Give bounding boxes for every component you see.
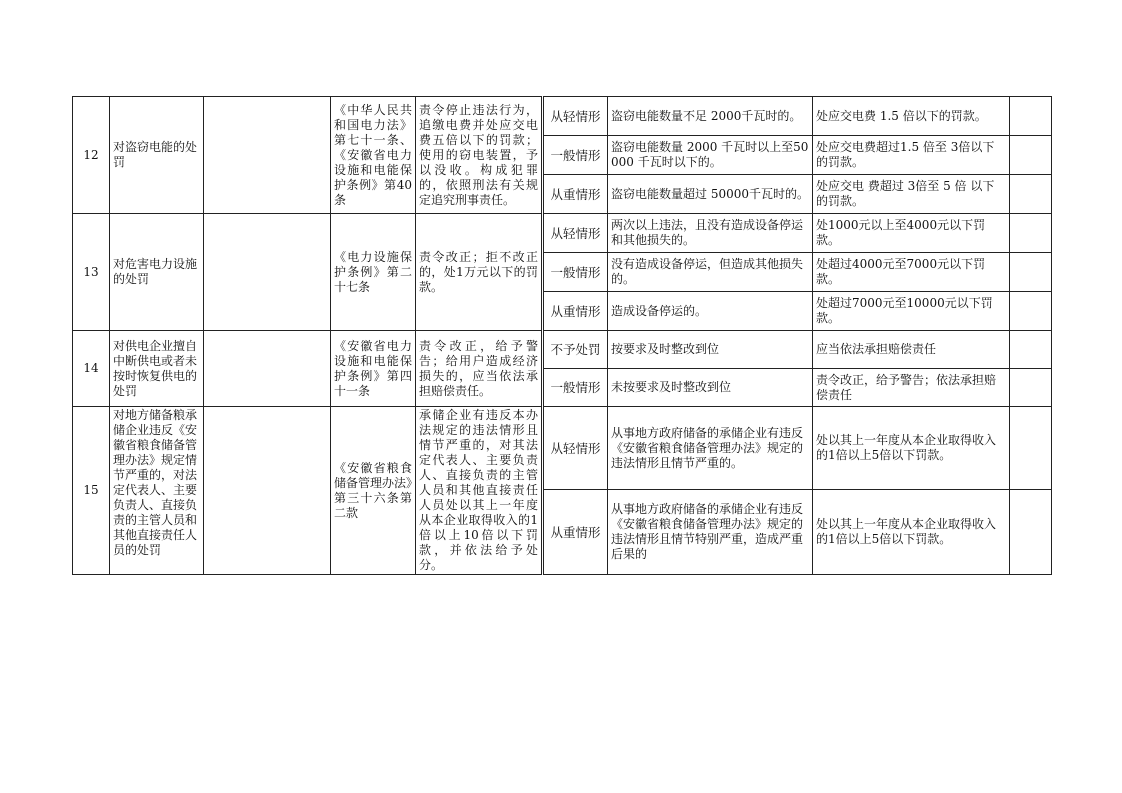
- blank-cell: [1010, 97, 1052, 136]
- discretion-level: 从轻情形: [543, 214, 608, 253]
- penalty-standard: 处应交电费超过1.5 倍至 3倍以下的罚款。: [813, 136, 1010, 175]
- blank-cell: [1010, 136, 1052, 175]
- circumstance: 从事地方政府储备的承储企业有违反《安徽省粮食储备管理办法》规定的违法情形且情节特别严重，造成严重后果的: [608, 490, 813, 575]
- circumstance: 两次以上违法，且没有造成设备停运和其他损失的。: [608, 214, 813, 253]
- circumstance: 没有造成设备停运，但造成其他损失的。: [608, 253, 813, 292]
- circumstance: 盗窃电能数量 2000 千瓦时以上至50000 千瓦时以下的。: [608, 136, 813, 175]
- discretion-level: 一般情形: [543, 369, 608, 407]
- penalty-standard: 处以其上一年度从本企业取得收入的1倍以上5倍以下罚款。: [813, 490, 1010, 575]
- penalty-standard: 处以其上一年度从本企业取得收入的1倍以上5倍以下罚款。: [813, 407, 1010, 490]
- table-row: [73, 97, 1052, 136]
- discretion-level: 从重情形: [543, 292, 608, 331]
- legal-basis: 《中华人民共和国电力法》第七十一条、《安徽省电力设施和电能保护条例》第40条: [331, 97, 416, 214]
- penalty-standard: 处超过7000元至10000元以下罚款。: [813, 292, 1010, 331]
- table-row: [73, 331, 1052, 369]
- penalty-standard: 处应交电 费超过 3倍至 5 倍 以下的罚款。: [813, 175, 1010, 214]
- circumstance: 盗窃电能数量不足 2000千瓦时的。: [608, 97, 813, 136]
- blank-cell: [1010, 407, 1052, 490]
- penalty-table: [72, 96, 1052, 575]
- legal-basis: 《安徽省粮食储备管理办法》第三十六条第二款: [331, 407, 416, 575]
- circumstance: 盗窃电能数量超过 50000千瓦时的。: [608, 175, 813, 214]
- penalty-standard: 处应交电费 1.5 倍以下的罚款。: [813, 97, 1010, 136]
- penalty-standard: 处1000元以上至4000元以下罚款。: [813, 214, 1010, 253]
- table-row: [73, 214, 1052, 253]
- blank-cell: [1010, 292, 1052, 331]
- discretion-level: 一般情形: [543, 136, 608, 175]
- discretion-level: 从重情形: [543, 175, 608, 214]
- discretion-level: 从重情形: [543, 490, 608, 575]
- penalty-provision: 责令停止违法行为，追缴电费并处应交电费五倍以下的罚款；使用的窃电装置，予以没收。构成犯罪的，依照刑法有关规定追究刑事责任。: [416, 97, 543, 214]
- penalty-standard: 处超过4000元至7000元以下罚款。: [813, 253, 1010, 292]
- blank-cell: [1010, 253, 1052, 292]
- blank-cell: [1010, 175, 1052, 214]
- circumstance: 未按要求及时整改到位: [608, 369, 813, 407]
- blank-cell: [204, 407, 331, 575]
- row-number: 15: [73, 407, 110, 575]
- blank-cell: [1010, 214, 1052, 253]
- circumstance: 从事地方政府储备的承储企业有违反《安徽省粮食储备管理办法》规定的违法情形且情节严重的。: [608, 407, 813, 490]
- penalty-standard: 应当依法承担赔偿责任: [813, 331, 1010, 369]
- penalty-provision: 承储企业有违反本办法规定的违法情形且情节严重的，对其法定代表人、主要负责人、直接负责的主管人员和其他直接责任人员处以其上一年度从本企业取得收入的1倍以上10倍以下罚款，并依法给予处分。: [416, 407, 543, 575]
- penalty-item: 对盗窃电能的处罚: [110, 97, 204, 214]
- row-number: 12: [73, 97, 110, 214]
- blank-cell: [204, 214, 331, 331]
- row-number: 13: [73, 214, 110, 331]
- legal-basis: 《安徽省电力设施和电能保护条例》第四十一条: [331, 331, 416, 407]
- penalty-standard: 责令改正，给予警告；依法承担赔偿责任: [813, 369, 1010, 407]
- discretion-level: 不予处罚: [543, 331, 608, 369]
- circumstance: 造成设备停运的。: [608, 292, 813, 331]
- row-number: 14: [73, 331, 110, 407]
- discretion-level: 一般情形: [543, 253, 608, 292]
- discretion-level: 从轻情形: [543, 97, 608, 136]
- table-row: [73, 407, 1052, 490]
- discretion-level: 从轻情形: [543, 407, 608, 490]
- blank-cell: [1010, 369, 1052, 407]
- penalty-provision: 责令改正；拒不改正的，处1万元以下的罚款。: [416, 214, 543, 331]
- blank-cell: [1010, 331, 1052, 369]
- blank-cell: [1010, 490, 1052, 575]
- penalty-item: 对地方储备粮承储企业违反《安徽省粮食储备管理办法》规定情节严重的，对法定代表人、主要负责人、直接负责的主管人员和其他直接责任人员的处罚: [110, 407, 204, 575]
- blank-cell: [204, 97, 331, 214]
- penalty-item: 对危害电力设施的处罚: [110, 214, 204, 331]
- legal-basis: 《电力设施保护条例》第二十七条: [331, 214, 416, 331]
- circumstance: 按要求及时整改到位: [608, 331, 813, 369]
- blank-cell: [204, 331, 331, 407]
- penalty-provision: 责令改正，给予警告；给用户造成经济损失的，应当依法承担赔偿责任。: [416, 331, 543, 407]
- penalty-item: 对供电企业擅自中断供电或者未按时恢复供电的处罚: [110, 331, 204, 407]
